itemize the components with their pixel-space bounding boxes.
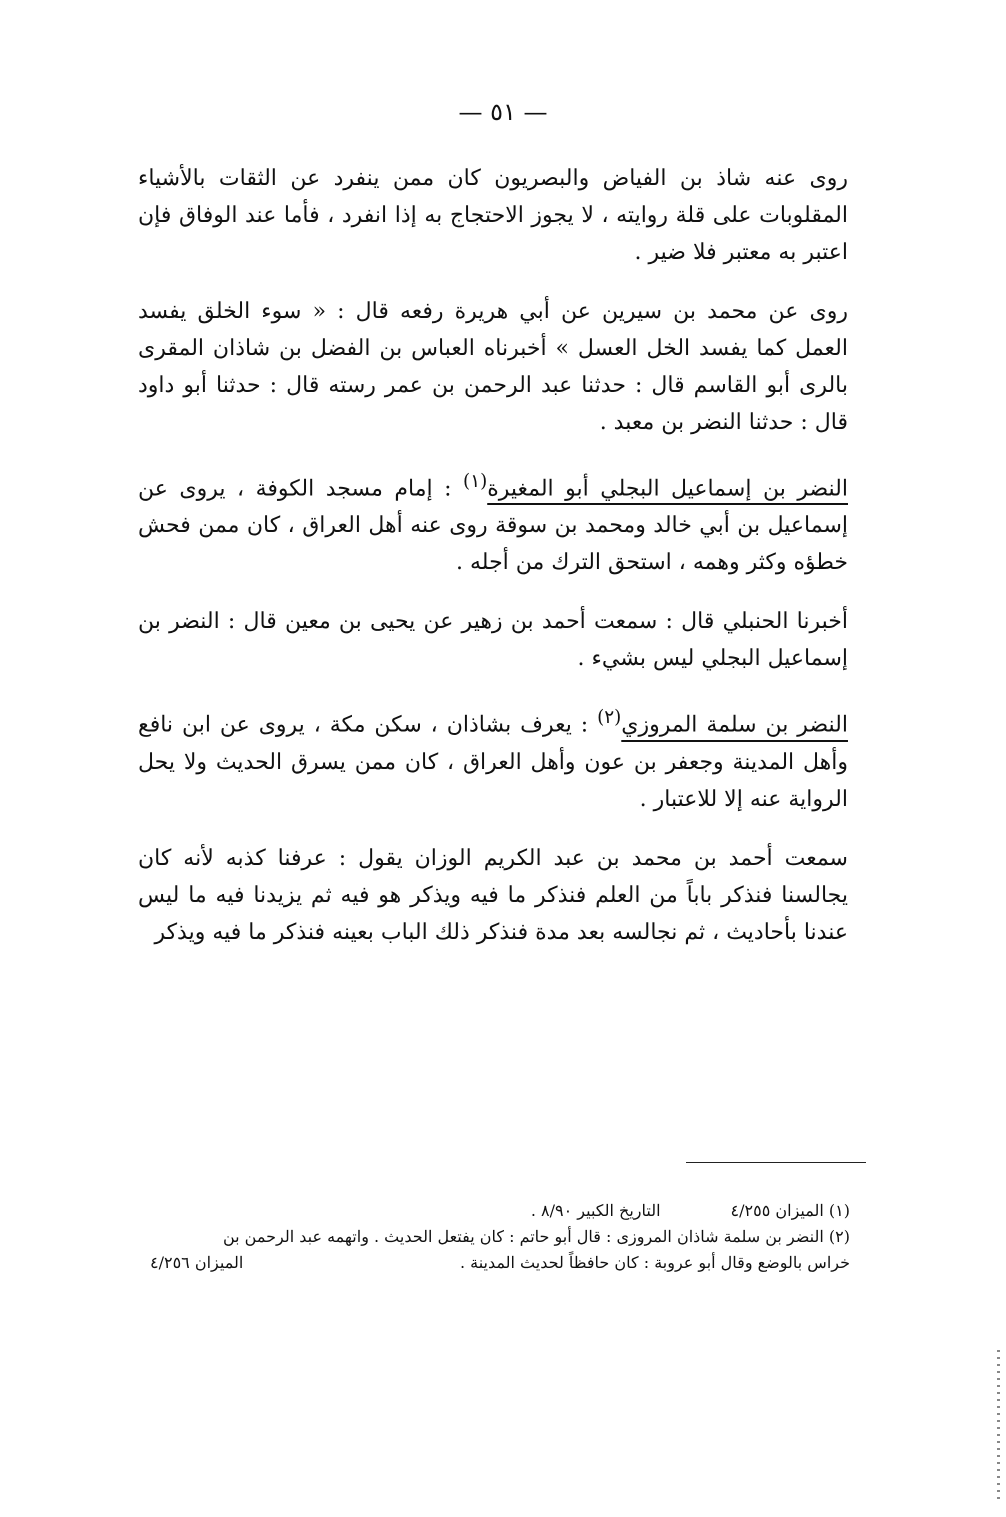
footnote-1-ref-b: التاريخ الكبير ٨/٩٠ . [530, 1201, 661, 1220]
entry-text: : إمام مسجد الكوفة ، يروى عن إسماعيل بن أبي خالد ومحمد بن سوقة روى عنه أهل العراق ، كان ممن فحش خطؤه وكثر وهمه ، استحق الترك من أجله . [138, 476, 848, 576]
footnote-1 [150, 1198, 850, 1224]
footnotes [150, 1198, 850, 1276]
entry-nadr-ismail [138, 463, 848, 581]
footnote-ref: (٢) [597, 707, 622, 729]
scan-edge-marks [997, 1350, 1000, 1500]
footnote-divider [686, 1162, 866, 1163]
footnote-2-line-1: (٢) النضر بن سلمة شاذان المروزى : قال أبو حاتم : كان يفتعل الحديث . واتهمه عبد الرحمن بن [222, 1227, 850, 1246]
paragraph-2: روى عن محمد بن سيرين عن أبي هريرة رفعه قال : « سوء الخلق يفسد العمل كما يفسد الخل العسل » أخبرناه العباس بن الفضل بن شاذان المقرى بالرى أبو القاسم قال : حدثنا عبد الرحمن بن عمر رسته قال : حدثنا أبو داود قال : حدثنا النضر بن معبد . [138, 299, 848, 435]
footnote-2-text: خراس بالوضع وقال أبو عروبة : كان حافظاً لحديث المدينة . [459, 1253, 850, 1272]
main-text [138, 160, 848, 973]
entry-text: : يعرف بشاذان ، سكن مكة ، يروى عن ابن نافع وأهل المدينة وجعفر بن عون وأهل العراق ، كان ممن يسرق الحديث ولا يحل الرواية عنه إلا للاعتبار . [138, 712, 848, 812]
footnote-2-line-2 [150, 1250, 850, 1276]
paragraph-1: روى عنه شاذ بن الفياض والبصريون كان ممن ينفرد عن الثقات بالأشياء المقلوبات على قلة روايته ، لا يجوز الاحتجاج به إذا انفرد ، فأما عند الوفاق فإن اعتبر به معتبر فلا ضير . [138, 166, 848, 265]
entry-name: النضر بن سلمة المروزي [621, 712, 848, 738]
entry-nadr-salama [138, 699, 848, 817]
footnote-2-source: الميزان ٤/٢٥٦ [150, 1253, 244, 1272]
footnote-ref: (١) [463, 471, 488, 492]
paragraph-4: سمعت أحمد بن محمد بن عبد الكريم الوزان يقول : عرفنا كذبه لأنه كان يجالسنا فنذكر باباً من العلم فنذكر ما فيه ويذكر هو فيه ثم يزيدنا فيه ما ليس عندنا بأحاديث ، ثم نجالسه بعد مدة فنذكر ذلك الباب بعينه فنذكر ما فيه ويذكر [138, 845, 848, 945]
paragraph-3: أخبرنا الحنبلي قال : سمعت أحمد بن زهير عن يحيى بن معين قال : النضر بن إسماعيل البجلي ليس بشيء . [138, 609, 848, 672]
footnote-1-ref-a: (١) الميزان ٤/٢٥٥ [730, 1201, 850, 1220]
page-number: — ٥١ — [458, 98, 548, 126]
entry-name: النضر بن إسماعيل البجلي أبو المغيرة [487, 476, 848, 502]
